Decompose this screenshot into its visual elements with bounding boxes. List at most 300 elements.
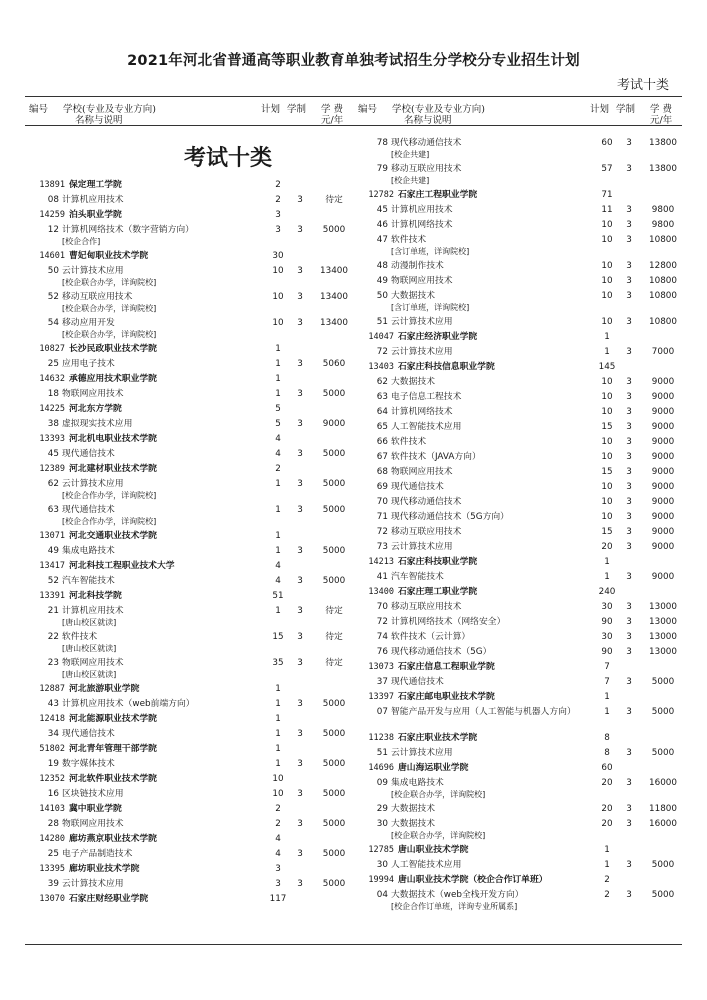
major-plan: 10 [601, 482, 613, 492]
major-years: 3 [297, 389, 303, 399]
school-row [35, 462, 361, 477]
major-plan: 10 [601, 512, 613, 522]
major-code: 68 [376, 467, 388, 477]
major-code: 45 [376, 205, 388, 215]
school-row [35, 802, 361, 817]
major-years: 3 [297, 359, 303, 369]
major-name: 云计算技术应用 [62, 479, 124, 489]
school-code: 14225 [39, 404, 65, 414]
major-row [364, 233, 690, 248]
major-name: 现代移动通信技术 [391, 138, 462, 148]
major-years: 3 [626, 347, 632, 357]
school-row [364, 555, 690, 570]
header-fee: 学 费 [321, 104, 344, 115]
major-fee: 10800 [649, 317, 677, 327]
school-name: 石家庄工程职业学院 [398, 190, 478, 200]
school-row [364, 690, 690, 705]
major-row [364, 705, 690, 731]
major-note: [校企联合办学，详询院校] [391, 790, 486, 799]
major-row [364, 450, 690, 465]
major-row [35, 357, 361, 372]
major-plan: 1 [275, 479, 281, 489]
major-code: 67 [376, 452, 388, 462]
major-code: 34 [47, 729, 59, 739]
major-note: [校企共建] [391, 150, 430, 159]
major-row [35, 316, 361, 331]
major-name: 大数据技术（web全栈开发方向） [391, 890, 524, 900]
major-years: 3 [626, 164, 632, 174]
major-years: 3 [626, 497, 632, 507]
major-fee: 9000 [651, 527, 675, 537]
school-plan: 4 [275, 561, 281, 571]
major-fee: 9000 [651, 542, 675, 552]
major-plan: 20 [601, 778, 613, 788]
major-name: 软件技术（云计算） [391, 632, 471, 642]
major-code: 07 [376, 707, 388, 717]
major-years: 3 [626, 452, 632, 462]
major-name: 现代移动通信技术 [391, 497, 462, 507]
school-plan: 145 [598, 362, 616, 372]
header-school-desc: 名称与说明 [75, 115, 123, 126]
major-fee: 9000 [651, 497, 675, 507]
major-name: 计算机应用技术 [62, 606, 124, 616]
school-name: 保定理工学院 [69, 180, 122, 190]
major-code: 72 [376, 347, 388, 357]
major-code: 21 [47, 606, 59, 616]
school-name: 河北机电职业技术学院 [69, 434, 157, 444]
major-code: 54 [47, 318, 59, 328]
school-row [35, 892, 361, 907]
major-code: 52 [47, 576, 59, 586]
school-code: 12352 [39, 774, 65, 784]
major-row [364, 435, 690, 450]
major-code: 37 [376, 677, 388, 687]
school-plan: 1 [275, 684, 281, 694]
major-fee: 9000 [651, 407, 675, 417]
major-code: 16 [47, 789, 59, 799]
school-name: 石家庄邮电职业技术学院 [398, 692, 495, 702]
major-fee: 5000 [322, 879, 346, 889]
school-plan: 2 [275, 180, 281, 190]
school-plan: 1 [275, 714, 281, 724]
major-plan: 2 [275, 195, 281, 205]
header-school: 学校(专业及专业方向) [392, 104, 485, 115]
major-name: 人工智能技术应用 [391, 860, 462, 870]
major-row [364, 817, 690, 832]
major-plan: 1 [604, 860, 610, 870]
major-fee: 16000 [649, 778, 677, 788]
major-fee: 13400 [320, 292, 348, 302]
page-title: 2021年河北省普通高等职业教育单独考试招生分学校分专业招生计划 [127, 53, 580, 69]
major-name: 应用电子技术 [62, 359, 115, 369]
major-note: [校企合作订单班，详询专业所属系] [391, 902, 518, 911]
major-row [364, 259, 690, 274]
major-fee: 5000 [322, 699, 346, 709]
major-fee: 13000 [649, 647, 677, 657]
school-row [35, 772, 361, 787]
major-plan: 10 [272, 789, 284, 799]
major-note: [唐山校区就读] [62, 618, 117, 627]
major-name: 云计算技术应用 [62, 879, 124, 889]
major-name: 大数据技术 [391, 819, 435, 829]
major-code: 50 [376, 291, 388, 301]
major-row [364, 420, 690, 435]
major-plan: 20 [601, 542, 613, 552]
major-fee: 13800 [649, 138, 677, 148]
school-name: 石家庄科技信息职业学院 [398, 362, 495, 372]
major-plan: 20 [601, 804, 613, 814]
major-name: 软件技术（JAVA方向） [391, 452, 481, 462]
major-row [35, 630, 361, 645]
major-row [35, 193, 361, 208]
major-row [364, 375, 690, 390]
major-years: 3 [626, 804, 632, 814]
school-code: 14696 [368, 763, 394, 773]
school-name: 唐山职业技术学院 [398, 845, 469, 855]
major-plan: 30 [601, 602, 613, 612]
major-years: 3 [626, 482, 632, 492]
major-name: 云计算技术应用 [391, 748, 453, 758]
major-plan: 3 [275, 225, 281, 235]
major-name: 软件技术 [62, 632, 98, 642]
major-plan: 60 [601, 138, 613, 148]
major-note: [唐山校区就读] [62, 644, 117, 653]
school-code: 12418 [39, 714, 65, 724]
major-row [364, 203, 690, 218]
school-name: 石家庄科技职业学院 [398, 557, 478, 567]
school-name: 河北交通职业技术学院 [69, 531, 157, 541]
major-code: 51 [376, 748, 388, 758]
major-row [35, 544, 361, 559]
major-code: 39 [47, 879, 59, 889]
school-code: 13891 [39, 180, 65, 190]
school-row [35, 559, 361, 574]
major-fee: 5000 [651, 860, 675, 870]
major-row [364, 776, 690, 791]
major-plan: 1 [275, 359, 281, 369]
major-fee: 5000 [651, 890, 675, 900]
major-note: [校企联合办学，详询院校] [62, 278, 157, 287]
major-years: 3 [626, 291, 632, 301]
header-fee-unit: 元/年 [321, 115, 344, 126]
school-code: 12782 [368, 190, 394, 200]
major-fee: 5000 [322, 546, 346, 556]
major-row [364, 495, 690, 510]
major-code: 62 [47, 479, 59, 489]
school-code: 51802 [39, 744, 65, 754]
school-name: 廊坊职业技术学院 [69, 864, 140, 874]
major-row [364, 390, 690, 405]
school-plan: 4 [275, 834, 281, 844]
major-years: 3 [297, 849, 303, 859]
major-plan: 10 [601, 392, 613, 402]
school-row [35, 682, 361, 697]
major-fee: 5000 [322, 505, 346, 515]
major-fee: 13000 [649, 632, 677, 642]
major-plan: 7 [604, 677, 610, 687]
school-plan: 2 [275, 804, 281, 814]
major-code: 69 [376, 482, 388, 492]
header-fee: 学 费 [650, 104, 673, 115]
major-code: 29 [376, 804, 388, 814]
major-years: 3 [626, 261, 632, 271]
major-code: 38 [47, 419, 59, 429]
major-row [364, 345, 690, 360]
school-code: 14259 [39, 210, 65, 220]
school-code: 14632 [39, 374, 65, 384]
major-plan: 10 [601, 261, 613, 271]
header-school-desc: 名称与说明 [404, 115, 452, 126]
major-fee: 13000 [649, 602, 677, 612]
major-years: 3 [297, 606, 303, 616]
major-name: 物联网应用技术 [391, 467, 453, 477]
school-row [35, 249, 361, 264]
major-fee: 待定 [325, 632, 343, 642]
major-years: 3 [297, 576, 303, 586]
major-row [364, 802, 690, 817]
major-years: 3 [626, 890, 632, 900]
major-plan: 10 [601, 276, 613, 286]
major-note: [校企合作] [62, 237, 101, 246]
major-fee: 13800 [649, 164, 677, 174]
major-fee: 7000 [651, 347, 675, 357]
major-name: 云计算技术应用 [391, 347, 453, 357]
major-name: 计算机网络技术 [391, 220, 453, 230]
school-row [364, 843, 690, 858]
major-note: [含订单班，详询院校] [391, 247, 470, 256]
major-years: 3 [297, 789, 303, 799]
school-row [35, 208, 361, 223]
major-code: 52 [47, 292, 59, 302]
school-plan: 1 [604, 845, 610, 855]
major-name: 人工智能技术应用 [391, 422, 462, 432]
major-code: 76 [376, 647, 388, 657]
school-code: 13395 [39, 864, 65, 874]
major-fee: 9000 [651, 422, 675, 432]
major-row [364, 630, 690, 645]
major-years: 3 [297, 419, 303, 429]
major-name: 集成电路技术 [62, 546, 115, 556]
school-name: 曹妃甸职业技术学院 [69, 251, 149, 261]
major-name: 大数据技术 [391, 377, 435, 387]
major-code: 09 [376, 778, 388, 788]
major-code: 70 [376, 602, 388, 612]
major-name: 移动互联应用技术 [62, 292, 133, 302]
major-plan: 2 [604, 890, 610, 900]
major-plan: 8 [604, 748, 610, 758]
school-name: 石家庄经济职业学院 [398, 332, 478, 342]
major-row [364, 218, 690, 233]
major-name: 软件技术 [391, 235, 427, 245]
major-plan: 10 [272, 266, 284, 276]
school-plan: 1 [604, 557, 610, 567]
major-plan: 10 [601, 220, 613, 230]
major-code: 63 [376, 392, 388, 402]
school-name: 长沙民政职业技术学院 [69, 344, 157, 354]
major-row [364, 525, 690, 540]
major-plan: 1 [275, 606, 281, 616]
major-years: 3 [626, 467, 632, 477]
major-code: 30 [376, 819, 388, 829]
major-plan: 4 [275, 849, 281, 859]
major-code: 66 [376, 437, 388, 447]
major-plan: 1 [275, 729, 281, 739]
major-name: 物联网应用技术 [391, 276, 453, 286]
left-table-header [29, 102, 361, 126]
major-fee: 待定 [325, 606, 343, 616]
major-row [35, 697, 361, 712]
major-years: 3 [297, 479, 303, 489]
major-years: 3 [297, 292, 303, 302]
major-fee: 9800 [651, 205, 675, 215]
school-code: 13400 [368, 587, 394, 597]
major-fee: 5000 [322, 849, 346, 859]
major-row [35, 574, 361, 589]
major-name: 计算机应用技术 [62, 195, 124, 205]
major-years: 3 [297, 632, 303, 642]
school-code: 13393 [39, 434, 65, 444]
school-name: 泊头职业学院 [69, 210, 122, 220]
major-row [35, 477, 361, 492]
major-plan: 1 [275, 759, 281, 769]
major-fee: 13400 [320, 318, 348, 328]
school-plan: 71 [601, 190, 613, 200]
major-years: 3 [297, 195, 303, 205]
major-plan: 30 [601, 632, 613, 642]
major-row [364, 162, 690, 177]
major-fee: 9000 [651, 572, 675, 582]
school-row [364, 761, 690, 776]
school-code: 13417 [39, 561, 65, 571]
major-plan: 1 [604, 572, 610, 582]
header-plan: 计划 [590, 104, 610, 115]
major-years: 3 [626, 632, 632, 642]
major-code: 49 [376, 276, 388, 286]
major-fee: 9000 [651, 377, 675, 387]
left-column [29, 102, 361, 907]
major-name: 动漫制作技术 [391, 261, 444, 271]
major-row [364, 858, 690, 873]
major-years: 3 [626, 819, 632, 829]
school-row [35, 432, 361, 447]
school-row [35, 372, 361, 387]
school-code: 13391 [39, 591, 65, 601]
major-fee: 5000 [322, 389, 346, 399]
school-code: 14601 [39, 251, 65, 261]
school-plan: 30 [272, 251, 284, 261]
major-code: 72 [376, 527, 388, 537]
major-row [364, 675, 690, 690]
major-years: 3 [626, 572, 632, 582]
major-row [364, 465, 690, 480]
school-code: 14213 [368, 557, 394, 567]
right-table-body [364, 136, 690, 912]
major-name: 数字媒体技术 [62, 759, 115, 769]
major-plan: 11 [601, 205, 613, 215]
major-code: 62 [376, 377, 388, 387]
major-plan: 10 [272, 292, 284, 302]
major-code: 71 [376, 512, 388, 522]
school-plan: 4 [275, 434, 281, 444]
header-years: 学制 [287, 104, 307, 115]
major-name: 移动互联应用技术 [391, 602, 462, 612]
major-code: 04 [376, 890, 388, 900]
major-plan: 10 [601, 291, 613, 301]
major-fee: 9000 [651, 512, 675, 522]
major-years: 3 [626, 138, 632, 148]
major-name: 现代通信技术 [62, 505, 115, 515]
major-plan: 10 [601, 452, 613, 462]
major-name: 智能产品开发与应用（人工智能与机器人方向） [391, 707, 576, 717]
major-plan: 15 [601, 527, 613, 537]
major-fee: 待定 [325, 658, 343, 668]
major-row [364, 510, 690, 525]
major-years: 3 [297, 658, 303, 668]
header-code: 编号 [29, 104, 49, 115]
major-code: 12 [47, 225, 59, 235]
school-row [364, 360, 690, 375]
top-rule [25, 96, 682, 97]
major-fee: 10800 [649, 276, 677, 286]
major-plan: 10 [601, 235, 613, 245]
major-fee: 9000 [651, 482, 675, 492]
major-row [364, 405, 690, 420]
major-years: 3 [297, 819, 303, 829]
school-row [35, 529, 361, 544]
school-plan: 1 [604, 332, 610, 342]
major-note: [校企联合办学，详询院校] [391, 831, 486, 840]
school-name: 唐山职业技术学院（校企合作订单班） [398, 875, 548, 885]
major-years: 3 [626, 707, 632, 717]
major-row [35, 387, 361, 402]
major-row [364, 746, 690, 761]
major-name: 移动互联应用技术 [391, 164, 462, 174]
major-years: 3 [626, 617, 632, 627]
major-row [364, 888, 690, 903]
major-row [364, 480, 690, 495]
major-years: 3 [626, 437, 632, 447]
major-code: 25 [47, 849, 59, 859]
major-row [364, 274, 690, 289]
page-subtitle: 考试十类 [616, 78, 669, 93]
major-code: 46 [376, 220, 388, 230]
major-fee: 5000 [322, 729, 346, 739]
school-code: 14047 [368, 332, 394, 342]
major-fee: 9000 [651, 437, 675, 447]
major-plan: 1 [275, 546, 281, 556]
major-plan: 90 [601, 647, 613, 657]
school-row [364, 731, 690, 746]
header-fee-unit: 元/年 [650, 115, 673, 126]
school-code: 12887 [39, 684, 65, 694]
school-plan: 1 [275, 744, 281, 754]
school-row [364, 188, 690, 203]
school-row [35, 178, 361, 193]
school-name: 廊坊燕京职业技术学院 [69, 834, 157, 844]
major-code: 64 [376, 407, 388, 417]
major-name: 集成电路技术 [391, 778, 444, 788]
school-row [364, 585, 690, 600]
major-row [364, 315, 690, 330]
major-years: 3 [626, 276, 632, 286]
major-name: 现代通信技术 [62, 729, 115, 739]
major-code: 73 [376, 542, 388, 552]
major-row [35, 817, 361, 832]
major-row [35, 877, 361, 892]
major-row [35, 417, 361, 432]
major-plan: 90 [601, 617, 613, 627]
major-years: 3 [626, 392, 632, 402]
